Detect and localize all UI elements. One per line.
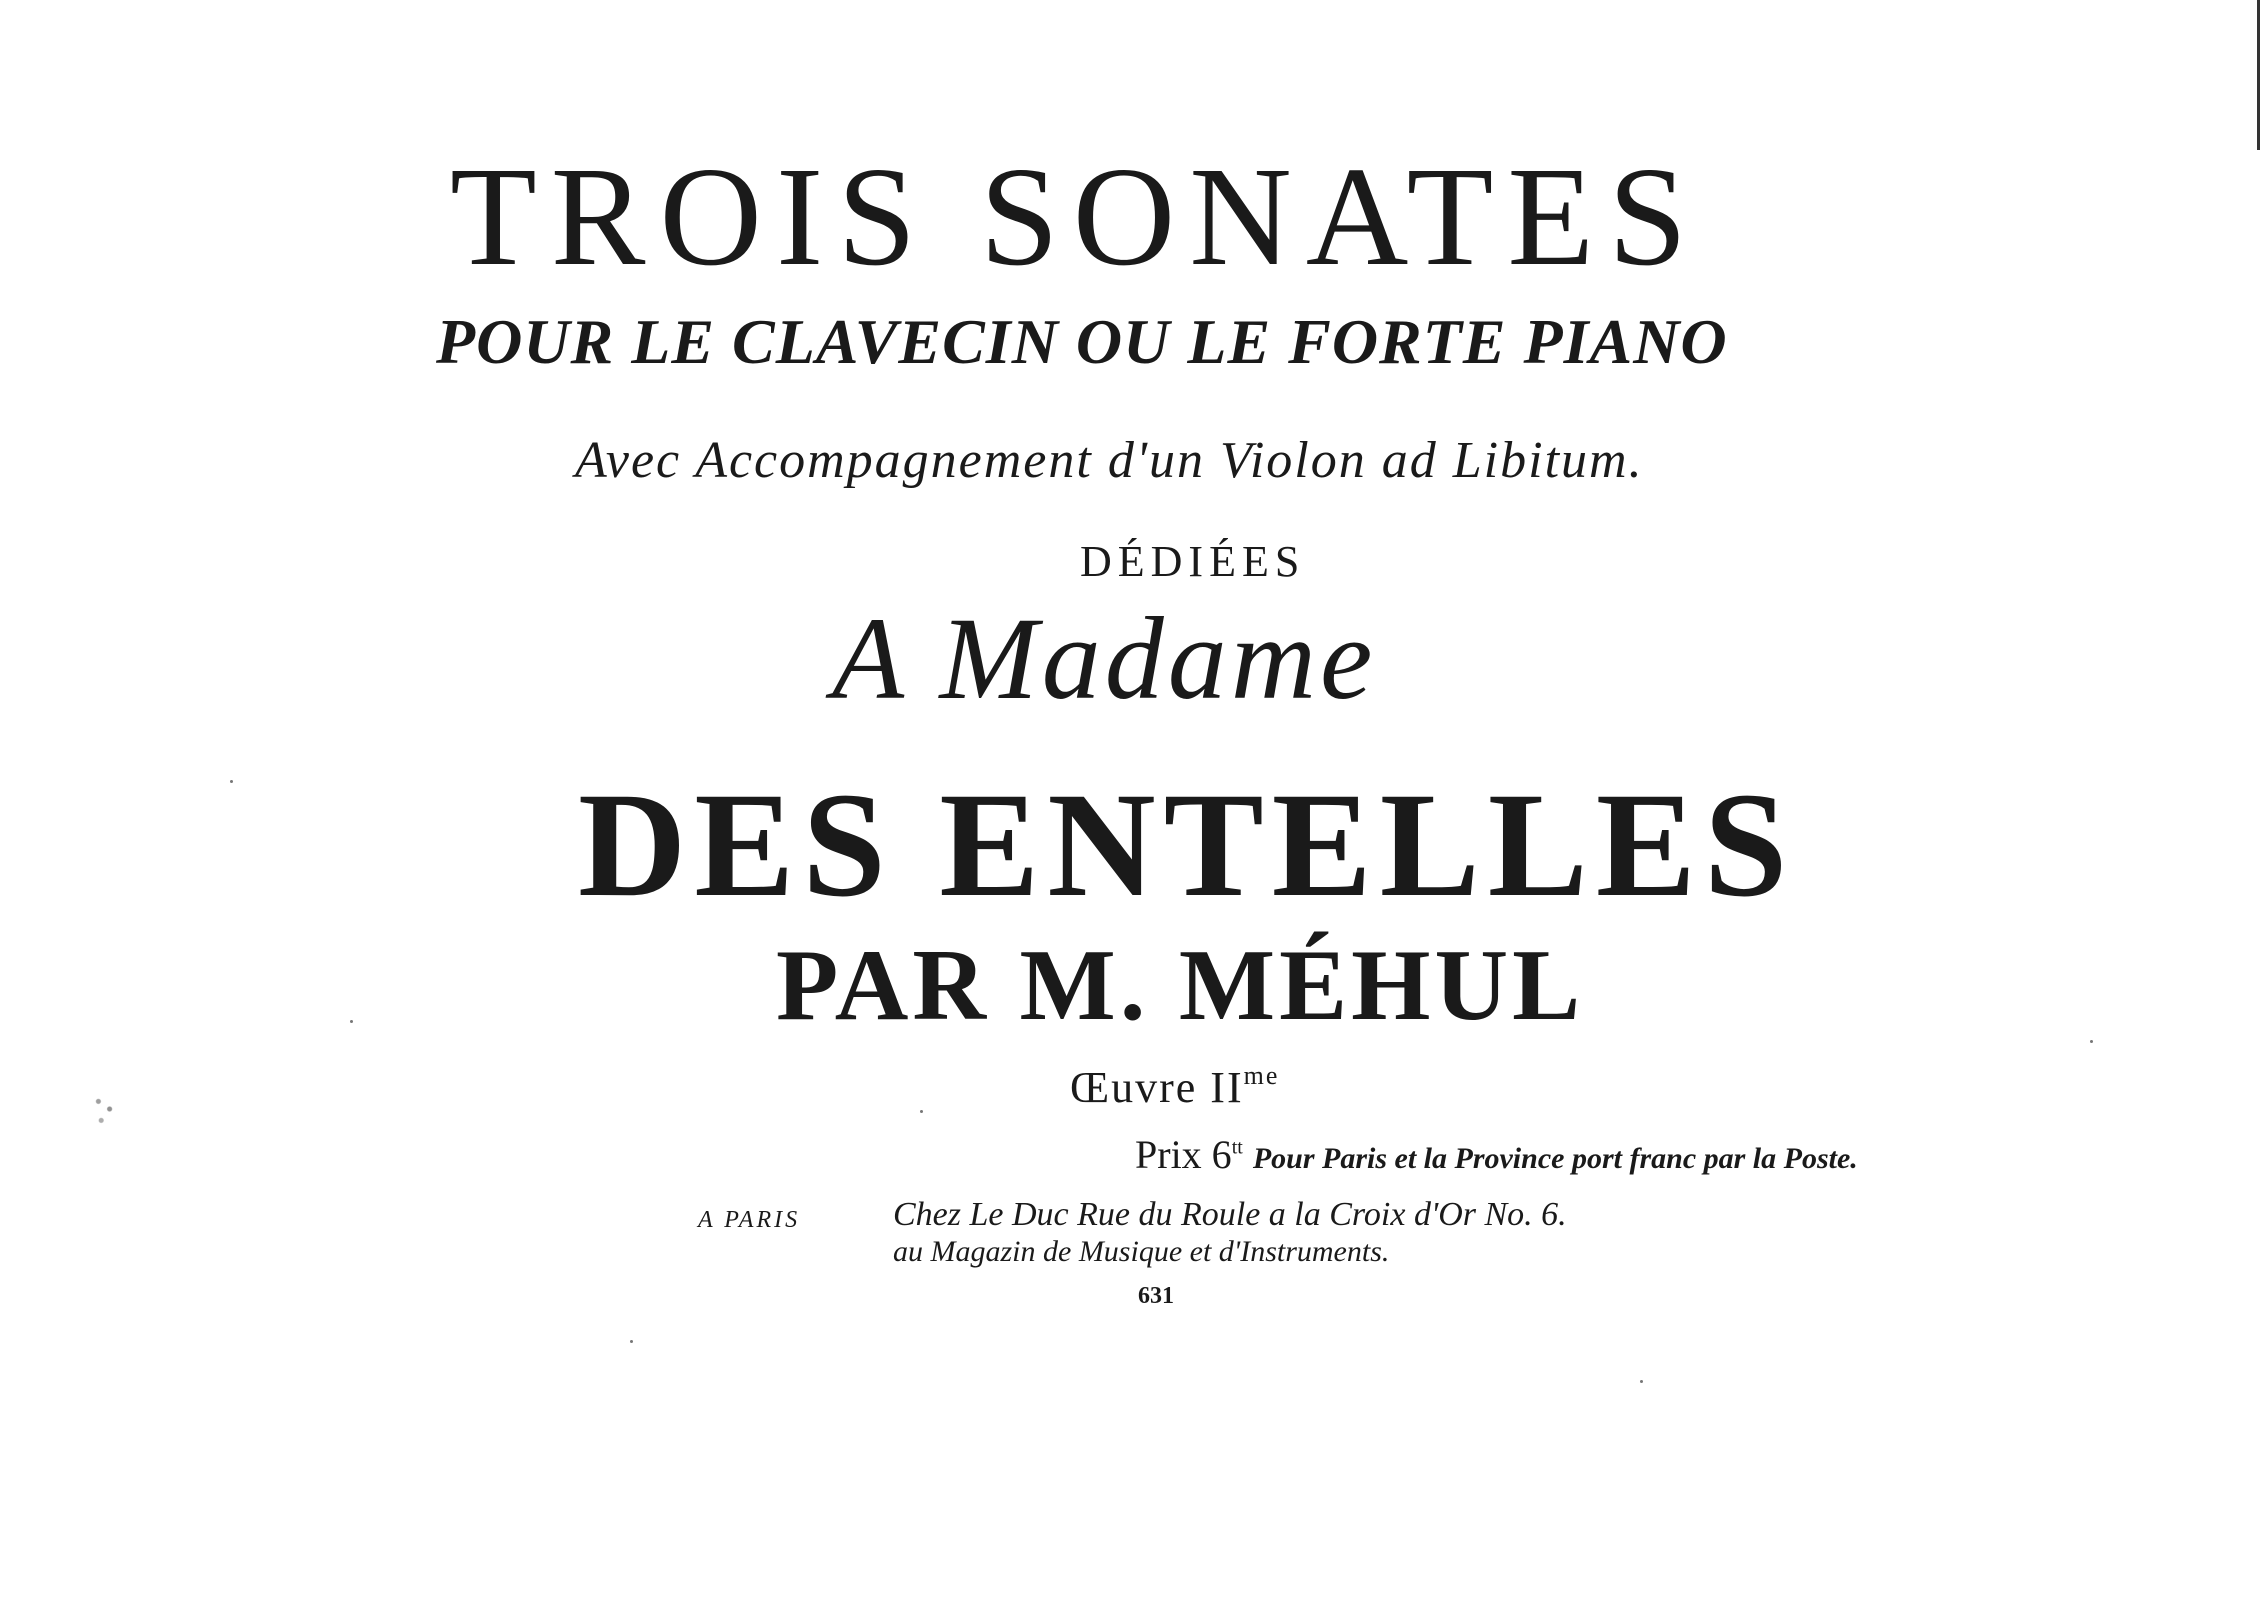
- dedicatee-name: DES ENTELLES: [578, 762, 1796, 928]
- speck: [350, 1020, 353, 1023]
- imprint-city: A PARIS: [698, 1207, 801, 1233]
- speck: [920, 1110, 923, 1113]
- dedication-word: DÉDIÉES: [1080, 537, 1306, 586]
- price-note: Pour Paris et la Province port franc par la Poste.: [1252, 1142, 1858, 1175]
- page-edge-mark: [2257, 0, 2268, 150]
- dedication-to: A Madame: [832, 593, 1377, 724]
- speck: [230, 780, 233, 783]
- plate-number: 631: [1138, 1283, 1174, 1309]
- opus-suffix: me: [1243, 1061, 1280, 1090]
- price-unit: tt: [1231, 1136, 1243, 1159]
- imprint-address: Chez Le Duc Rue du Roule a la Croix d'Or No. 6.: [893, 1196, 1567, 1233]
- price-label: Prix 6: [1135, 1132, 1232, 1177]
- speck: [2090, 1040, 2093, 1043]
- accompaniment-line: Avec Accompagnement d'un Violon ad Libitum.: [575, 432, 1644, 489]
- speck: [1640, 1380, 1643, 1383]
- speck: [630, 1340, 633, 1343]
- imprint-shop: au Magazin de Musique et d'Instruments.: [893, 1235, 1390, 1268]
- author-line: PAR M. MÉHUL: [776, 929, 1585, 1042]
- subtitle: POUR LE CLAVECIN OU LE FORTE PIANO: [436, 306, 1728, 377]
- price-line: [1135, 1132, 1858, 1177]
- library-stamp: [90, 1090, 118, 1128]
- opus-label: Œuvre II: [1070, 1063, 1244, 1112]
- opus-number: [1070, 1063, 1279, 1110]
- page-title: TROIS SONATES: [450, 137, 1702, 295]
